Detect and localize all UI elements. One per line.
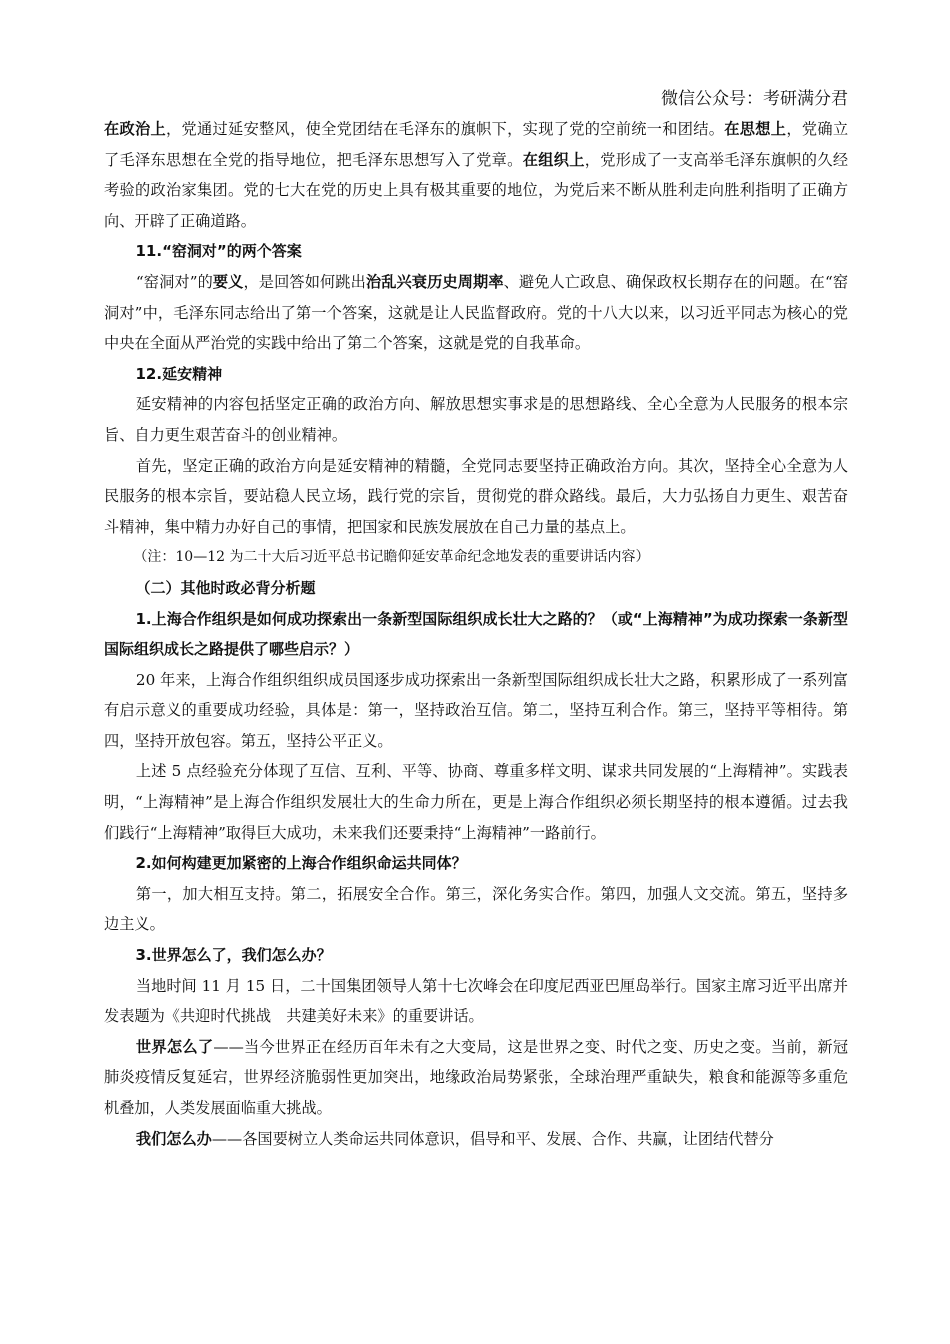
- bold-term: 在组织上: [522, 150, 585, 169]
- answer-3c: [104, 1124, 848, 1155]
- heading-11: 11.“窑洞对”的两个答案: [135, 242, 302, 261]
- heading-12: 12.延安精神: [135, 364, 223, 383]
- answer-2: 第一，加大相互支持。第二，拓展安全合作。第三，深化务实合作。第四，加强人文交流。第五，坚持多边主义。: [104, 884, 848, 934]
- paragraph-text: “窑洞对”的: [135, 272, 213, 291]
- paragraph-12a: 延安精神的内容包括坚定正确的政治方向、解放思想实事求是的思想路线、全心全意为人民服务的根本宗旨、自力更生艰苦奋斗的创业精神。: [104, 395, 848, 444]
- paragraph-text: 、避免人亡政息、确保政权长期存在的问题。在“窑洞对”中，毛泽东同志给出了第一个答案，这就是让人民监督政府。党的十八大以来，以习近平同志为核心的党中央在全面从严治党的实践中给出了第二个答案，这就是党的自我革命。: [104, 272, 849, 353]
- bold-term: 世界怎么了: [135, 1037, 214, 1056]
- paragraph-text: ，党确立了毛泽东思想在全党的指导地位，把毛泽东思想写入了党章。: [104, 120, 849, 169]
- paragraph-text: ，党通过延安整风，使全党团结在毛泽东的旗帜下，实现了党的空前统一和团结。: [166, 120, 725, 138]
- question-1: 1.上海合作组织是如何成功探索出一条新型国际组织成长壮大之路的？（或“上海精神”为成功探索一条新型国际组织成长之路提供了哪些启示？）: [104, 609, 848, 659]
- answer-3b: [104, 1032, 848, 1124]
- question-2: 2.如何构建更加紧密的上海合作组织命运共同体？: [135, 854, 467, 873]
- paragraph-text: ——各国要树立人类命运共同体意识，倡导和平、发展、合作、共赢，让团结代替分: [211, 1129, 774, 1148]
- paragraph-12b: 首先，坚定正确的政治方向是延安精神的精髓，全党同志要坚持正确政治方向。其次，坚持全心全意为人民服务的根本宗旨，要站稳人民立场，践行党的宗旨，贯彻党的群众路线。最后，大力弘扬自力更生、艰苦奋斗精神，集中精力办好自己的事情，把国家和民族发展放在自己力量的基点上。: [104, 456, 848, 536]
- document-page: [104, 86, 848, 1154]
- bold-term: 治乱兴衰历史周期率: [365, 272, 504, 291]
- paragraph-text: ，党形成了一支高举毛泽东旗帜的久经考验的政治家集团。党的七大在党的历史上具有极其重要的地位，为党后来不断从胜利走向胜利指明了正确方向、开辟了正确道路。: [104, 150, 849, 230]
- paragraph-party-unity: [104, 114, 848, 236]
- answer-3a: 当地时间 11 月 15 日，二十国集团领导人第十七次峰会在印度尼西亚巴厘岛举行。国家主席习近平出席并发表题为《共迎时代挑战 共建美好未来》的重要讲话。: [104, 976, 848, 1026]
- paragraph-11: [104, 267, 848, 359]
- section-heading: （二）其他时政必背分析题: [135, 578, 316, 597]
- paragraph-text: ——当今世界正在经历百年未有之大变局，这是世界之变、时代之变、历史之变。当前，新冠肺炎疫情反复延宕，世界经济脆弱性更加突出，地缘政治局势紧张，全球治理严重缺失，粮食和能源等多重危机叠加，人类发展面临重大挑战。: [104, 1037, 849, 1117]
- note: （注：10—12 为二十大后习近平总书记瞻仰延安革命纪念地发表的重要讲话内容）: [133, 549, 650, 566]
- bold-term: 在政治上: [104, 120, 167, 138]
- question-3: 3.世界怎么了，我们怎么办？: [135, 946, 332, 965]
- bold-term: 要义: [212, 272, 244, 291]
- answer-1a: 20 年来，上海合作组织组织成员国逐步成功探索出一条新型国际组织成长壮大之路，积累形成了一系列富有启示意义的重要成功经验，具体是：第一，坚持政治互信。第二，坚持互利合作。第三，坚持平等相待。第四，坚持开放包容。第五，坚持公平正义。: [104, 670, 848, 750]
- page-header: 微信公众号：考研满分君: [661, 89, 848, 109]
- answer-1b: 上述 5 点经验充分体现了互信、互利、平等、协商、尊重多样文明、谋求共同发展的“上海精神”。实践表明，“上海精神”是上海合作组织发展壮大的生命力所在，更是上海合作组织必须长期坚持的根本遵循。过去我们践行“上海精神”取得巨大成功，未来我们还要秉持“上海精神”一路前行。: [104, 762, 848, 842]
- bold-term: 在思想上: [724, 120, 787, 138]
- paragraph-text: ，是回答如何跳出: [243, 272, 366, 291]
- bold-term: 我们怎么办: [135, 1129, 212, 1148]
